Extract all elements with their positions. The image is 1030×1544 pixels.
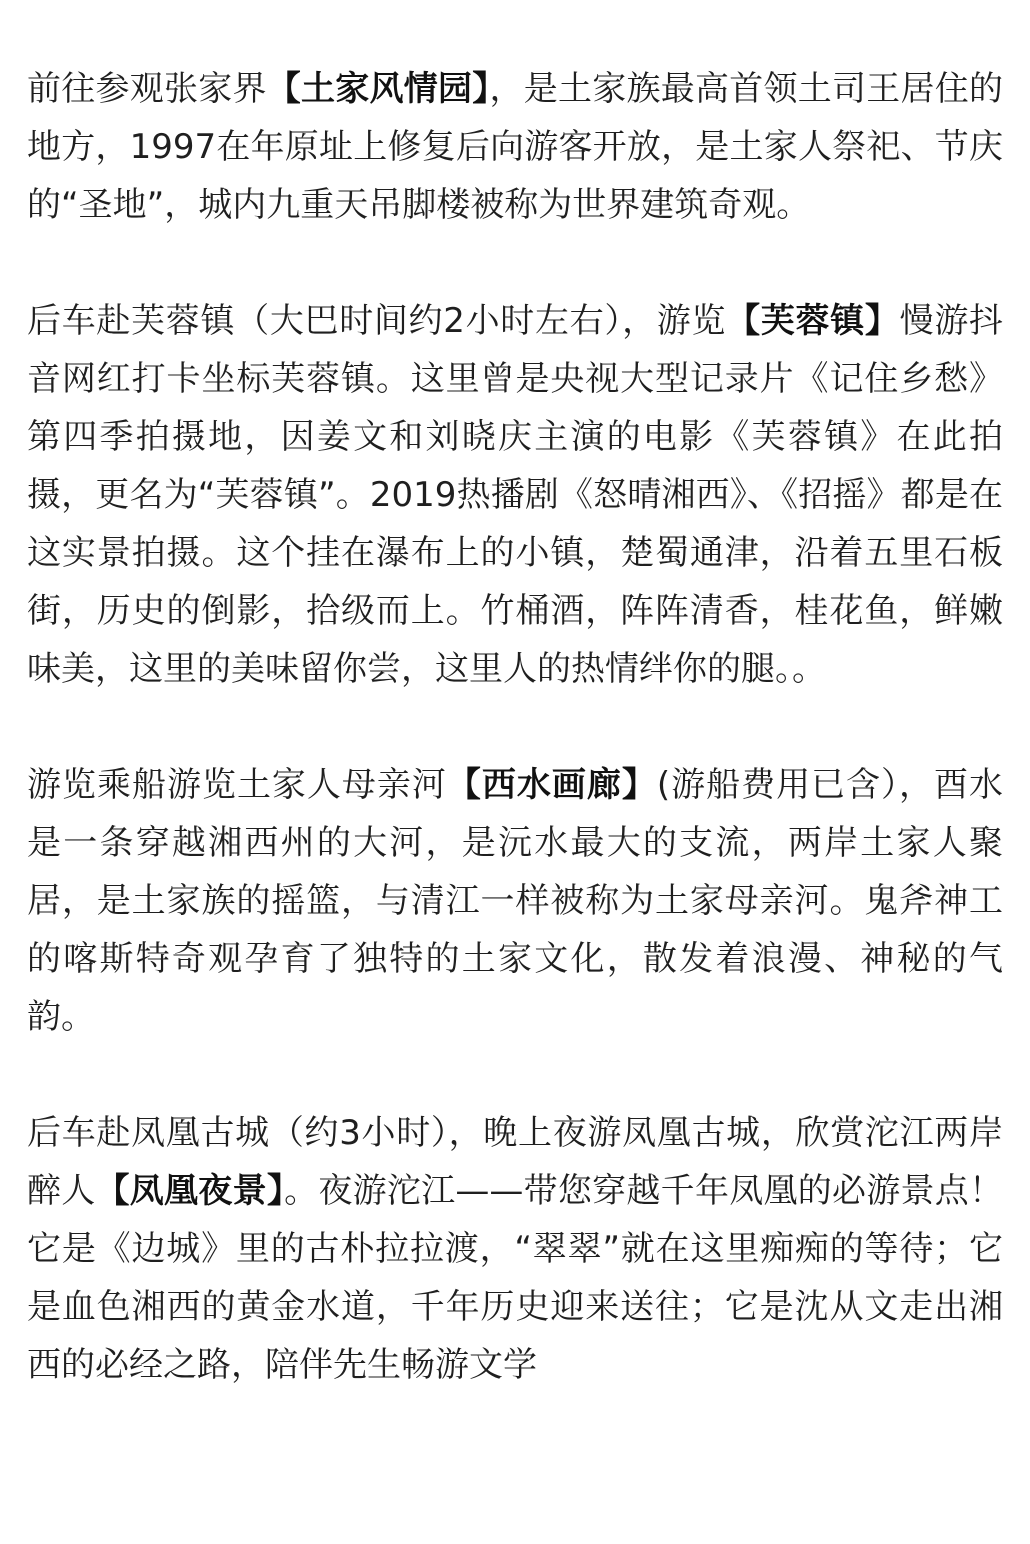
paragraph-fenghuang-night xyxy=(27,1104,1003,1394)
paragraph-text: 后车赴芙蓉镇（大巴时间约2小时左右），游览 xyxy=(27,301,727,341)
paragraph-text: 。夜游沱江——带您穿越千年凤凰的必游景点！它是《边城》里的古朴拉拉渡，“翠翠”就在这里痴痴的等待；它是血色湘西的黄金水道，千年历史迎来送往；它是沈从文走出湘西的必经之路，陪伴先生畅游文学 xyxy=(27,1171,1004,1385)
paragraph-text: ，是土家族最高首领土司王居住的地方，1997在年原址上修复后向游客开放，是土家人祭祀、节庆的“圣地”，城内九重天吊脚楼被称为世界建筑奇观。 xyxy=(27,69,1003,225)
paragraph-text: 慢游抖音网红打卡坐标芙蓉镇。这里曾是央视大型记录片《记住乡愁》第四季拍摄地，因姜文和刘晓庆主演的电影《芙蓉镇》在此拍摄，更名为“芙蓉镇”。2019热播剧《怒晴湘西》、《招摇》都是在这实景拍摄。这个挂在瀑布上的小镇，楚蜀通津，沿着五里石板街，历史的倒影，拾级而上。竹桶酒，阵阵清香，桂花鱼，鲜嫩味美，这里的美味留你尝，这里人的热情绊你的腿。。 xyxy=(27,301,1004,689)
paragraph-text: (游船费用已含），酉水是一条穿越湘西州的大河，是沅水最大的支流，两岸土家人聚居，是土家族的摇篮，与清江一样被称为土家母亲河。鬼斧神工的喀斯特奇观孕育了独特的土家文化，散发着浪漫、神秘的气韵。 xyxy=(27,765,1004,1037)
article-body xyxy=(27,60,1003,1394)
highlight-youshui-gallery: 【西水画廊】 xyxy=(446,765,657,805)
highlight-fenghuang-night: 【凤凰夜景】 xyxy=(95,1171,285,1211)
paragraph-furong-town xyxy=(27,292,1003,698)
highlight-tujia-folk-garden: 【土家风情园】 xyxy=(266,69,490,109)
paragraph-text: 前往参观张家界 xyxy=(27,69,267,109)
paragraph-tujia-folk-garden xyxy=(27,60,1003,234)
highlight-furong-town: 【芙蓉镇】 xyxy=(726,301,900,341)
paragraph-text: 游览乘船游览土家人母亲河 xyxy=(27,765,447,805)
paragraph-text: 后车赴凤凰古城（约3小时），晚上夜游凤凰古城，欣赏沱江两岸醉人 xyxy=(27,1113,1003,1211)
paragraph-youshui-gallery xyxy=(27,756,1003,1046)
